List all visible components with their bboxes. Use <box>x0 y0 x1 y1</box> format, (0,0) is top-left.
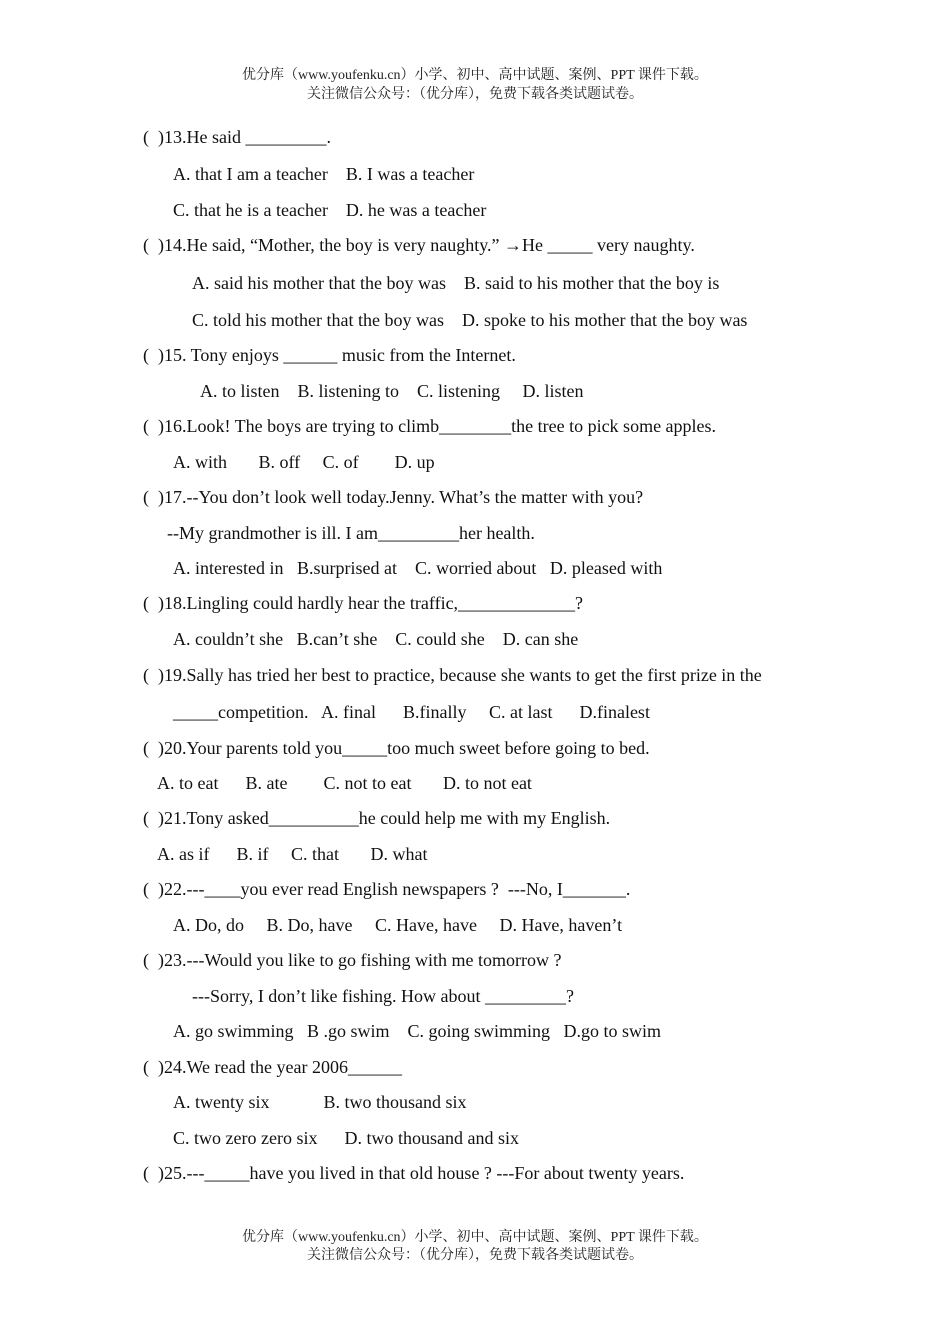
q15-options: A. to listen B. listening to C. listening D. listen <box>200 381 584 401</box>
footer-line-1: 优分库（www.youfenku.cn）小学、初中、高中试题、案例、PPT 课件下载。 <box>242 1230 708 1245</box>
footer-line-2: 关注微信公众号：（优分库），免费下载各类试题试卷。 <box>307 1248 643 1263</box>
q17-options: A. interested in B.surprised at C. worried about D. pleased with <box>173 558 663 578</box>
q24-options-ab: A. twenty six B. two thousand six <box>173 1092 467 1112</box>
question-22: ( )22.---____you ever read English newspapers ? ---No, I_______. <box>143 879 631 899</box>
question-18: ( )18.Lingling could hardly hear the traffic,_____________? <box>143 593 584 613</box>
question-25: ( )25.---_____have you lived in that old house ? ---For about twenty years. <box>143 1163 685 1183</box>
q14-options-ab: A. said his mother that the boy was B. said to his mother that the boy is <box>192 273 720 293</box>
q23-options: A. go swimming B .go swim C. going swimming D.go to swim <box>173 1021 662 1041</box>
q14-options-cd: C. told his mother that the boy was D. spoke to his mother that the boy was <box>192 310 748 330</box>
q21-options: A. as if B. if C. that D. what <box>157 844 428 864</box>
question-13: ( )13.He said _________. <box>143 127 331 147</box>
question-20: ( )20.Your parents told you_____too much sweet before going to bed. <box>143 738 650 758</box>
header-line-2: 关注微信公众号：（优分库），免费下载各类试题试卷。 <box>307 87 643 102</box>
question-24: ( )24.We read the year 2006______ <box>143 1057 402 1077</box>
question-23-reply: ---Sorry, I don’t like fishing. How about _________? <box>192 986 574 1006</box>
q24-options-cd: C. two zero zero six D. two thousand and six <box>173 1128 519 1148</box>
question-17-reply: --My grandmother is ill. I am_________her health. <box>167 523 535 543</box>
header-line-1: 优分库（www.youfenku.cn）小学、初中、高中试题、案例、PPT 课件下载。 <box>242 68 708 83</box>
q18-options: A. couldn’t she B.can’t she C. could she D. can she <box>173 629 579 649</box>
question-17: ( )17.--You don’t look well today.Jenny. What’s the matter with you? <box>143 487 644 507</box>
question-19-cont: _____competition. A. final B.finally C. at last D.finalest <box>173 702 650 722</box>
question-23: ( )23.---Would you like to go fishing with me tomorrow ? <box>143 950 562 970</box>
question-15: ( )15. Tony enjoys ______ music from the Internet. <box>143 345 516 365</box>
q22-options: A. Do, do B. Do, have C. Have, have D. Have, haven’t <box>173 915 623 935</box>
question-21: ( )21.Tony asked__________he could help me with my English. <box>143 808 611 828</box>
q20-options: A. to eat B. ate C. not to eat D. to not eat <box>157 773 532 793</box>
question-14: ( )14.He said, “Mother, the boy is very naughty.” →He _____ very naughty. <box>143 235 695 255</box>
q16-options: A. with B. off C. of D. up <box>173 452 435 472</box>
q13-options-ab: A. that I am a teacher B. I was a teacher <box>173 164 475 184</box>
question-19: ( )19.Sally has tried her best to practice, because she wants to get the first prize in the <box>143 665 762 685</box>
question-16: ( )16.Look! The boys are trying to climb________the tree to pick some apples. <box>143 416 717 436</box>
q13-options-cd: C. that he is a teacher D. he was a teacher <box>173 200 487 220</box>
